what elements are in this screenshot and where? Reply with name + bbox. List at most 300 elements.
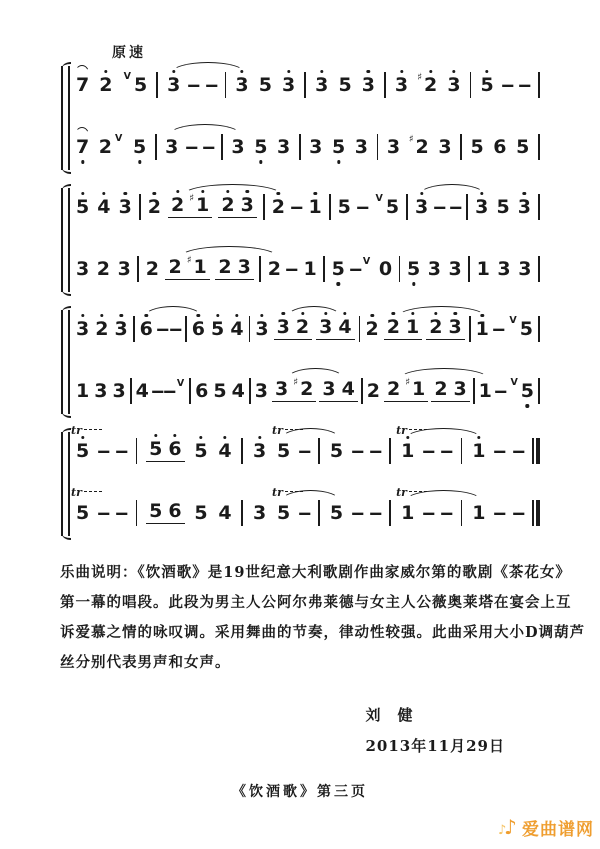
note-token xyxy=(396,423,415,462)
system-brace xyxy=(61,432,70,536)
octave-dot-above xyxy=(199,436,202,439)
note-token xyxy=(217,439,232,462)
note-token xyxy=(479,73,494,96)
slur-arc xyxy=(144,306,202,317)
note-digit: 4 xyxy=(231,379,245,402)
barline xyxy=(389,438,391,464)
note-digit: 4 xyxy=(135,379,149,402)
note-token xyxy=(281,73,296,96)
sharp-icon: ♯ xyxy=(405,376,411,388)
note-digit: 3 xyxy=(448,257,462,280)
note-digit: 5 xyxy=(496,195,510,218)
note-digit: 4 xyxy=(218,501,232,524)
slur-arc xyxy=(183,184,282,195)
duration-dash: – xyxy=(155,318,170,340)
note-digit: 6 xyxy=(191,320,206,339)
tie-arc xyxy=(75,65,89,73)
note-digit: 2 xyxy=(366,379,380,402)
beamed-group xyxy=(165,254,209,280)
beamed-group xyxy=(384,318,422,340)
note-digit: 3 xyxy=(448,318,463,337)
note-token xyxy=(331,257,346,280)
note-digit: 1 xyxy=(478,379,492,402)
note-digit: 5 xyxy=(338,73,352,96)
note-token xyxy=(474,195,489,218)
note-digit: 6 xyxy=(167,440,182,459)
dash-token xyxy=(492,440,508,462)
note-digit: 5 xyxy=(479,76,494,95)
octave-dot-above xyxy=(235,314,238,317)
beamed-group xyxy=(215,258,253,280)
barline xyxy=(304,72,306,98)
note-digit: 3 xyxy=(517,198,532,217)
note-token xyxy=(98,133,125,158)
voice-row-upper xyxy=(75,192,540,222)
note-token xyxy=(145,257,160,280)
barline xyxy=(384,72,386,98)
note-token xyxy=(329,501,344,524)
staff-system xyxy=(71,423,540,528)
note-digit: 5 xyxy=(520,382,535,401)
note-digit: 5 xyxy=(210,320,225,339)
octave-dot-above xyxy=(100,314,103,317)
note-token xyxy=(471,439,486,462)
slur-arc xyxy=(405,428,482,439)
sharp-icon: ♯ xyxy=(417,72,423,83)
note-digit: 3 xyxy=(394,76,409,95)
note-digit: 2 xyxy=(168,256,182,278)
barline xyxy=(130,378,132,404)
duration-dash: – xyxy=(439,440,455,462)
breath-mark-icon: V xyxy=(176,377,185,389)
note-token xyxy=(446,73,461,96)
note-token xyxy=(386,380,401,399)
octave-dot-above xyxy=(343,312,346,315)
note-token xyxy=(366,379,381,402)
dash-token xyxy=(96,502,111,524)
note-digit: 3 xyxy=(166,76,181,95)
note-token xyxy=(272,423,291,462)
barline xyxy=(538,134,540,160)
octave-dot-below xyxy=(412,282,415,285)
note-digit: 1 xyxy=(401,501,415,524)
note-token xyxy=(112,379,127,402)
note-digit: 2 xyxy=(218,256,232,278)
note-token xyxy=(98,73,113,96)
duration-dash: – xyxy=(289,196,304,218)
tie-arc xyxy=(75,127,89,135)
note-token xyxy=(495,195,510,218)
octave-dot-above xyxy=(81,314,84,317)
duration-dash: – xyxy=(201,136,216,158)
barline xyxy=(361,378,363,404)
note-digit: 1 xyxy=(303,257,317,280)
octave-dot-above xyxy=(176,190,179,193)
note-digit: 4 xyxy=(337,318,352,337)
note-digit: 5 xyxy=(277,501,291,524)
song-description xyxy=(60,558,586,678)
description-line: 第一幕的唱段。此段为男主人公阿尔弗莱德与女主人公薇奥莱塔在宴会上互 xyxy=(60,594,572,611)
note-digit: 3 xyxy=(276,135,291,158)
barline xyxy=(225,72,227,98)
note-token xyxy=(193,501,208,524)
slur-arc xyxy=(169,124,241,135)
note-token xyxy=(147,195,162,218)
note-digit: 4 xyxy=(341,378,355,400)
barline xyxy=(299,134,301,160)
note-digit: 5 xyxy=(253,138,268,157)
octave-dot-above xyxy=(102,192,105,195)
note-token xyxy=(331,135,346,158)
duration-dash: – xyxy=(114,440,130,462)
barline xyxy=(137,256,139,282)
note-digit: 3 xyxy=(118,198,133,217)
duration-dash: – xyxy=(96,502,111,524)
note-digit: 6 xyxy=(139,320,154,339)
note-digit: 2 xyxy=(423,76,438,95)
duration-dash: – xyxy=(368,440,384,462)
dash-token xyxy=(368,502,384,524)
trill-icon: tr xyxy=(272,423,283,437)
beamed-group xyxy=(431,380,469,402)
note-token xyxy=(170,196,185,215)
system-brace xyxy=(61,310,70,414)
dash-token xyxy=(432,196,448,218)
barline xyxy=(389,500,391,526)
note-token xyxy=(276,135,291,158)
note-token xyxy=(448,257,463,280)
note-digit: 3 xyxy=(474,198,489,217)
note-digit: 6 xyxy=(195,379,209,402)
note-token xyxy=(194,379,209,402)
dash-token xyxy=(297,502,312,524)
octave-dot-above xyxy=(367,70,370,73)
beamed-group xyxy=(218,196,256,218)
note-digit: 2 xyxy=(170,196,185,215)
note-token xyxy=(234,73,249,96)
breath-mark-icon: V xyxy=(510,377,518,389)
barline xyxy=(156,72,158,98)
dash-token xyxy=(355,196,370,218)
slur-arc xyxy=(171,62,245,73)
note-token xyxy=(318,318,333,337)
note-token xyxy=(405,376,426,400)
note-token xyxy=(337,73,352,96)
duration-dash: – xyxy=(150,380,165,402)
note-token xyxy=(361,73,376,96)
note-token xyxy=(132,135,147,158)
note-token xyxy=(240,196,255,215)
note-token xyxy=(212,379,227,402)
dash-token xyxy=(155,318,170,340)
barline xyxy=(249,378,251,404)
dash-token xyxy=(201,136,216,158)
page-footer: 《饮酒歌》第三页 xyxy=(232,784,368,800)
dash-token xyxy=(96,440,111,462)
barline xyxy=(259,256,261,282)
note-token xyxy=(448,318,463,337)
note-digit: 1 xyxy=(476,257,490,280)
note-token xyxy=(427,257,442,280)
note-token xyxy=(231,379,246,402)
dash-token xyxy=(297,440,312,462)
note-digit: 4 xyxy=(229,320,244,339)
note-digit: 5 xyxy=(258,73,272,96)
barline xyxy=(470,72,472,98)
octave-dot-below xyxy=(526,404,529,407)
beamed-group xyxy=(146,440,184,462)
note-digit: 5 xyxy=(331,260,346,279)
note-token xyxy=(396,485,415,524)
music-note-glyph: ♪ xyxy=(504,814,517,839)
octave-dot-above xyxy=(104,70,107,73)
note-token xyxy=(406,257,421,280)
duration-dash: – xyxy=(349,258,364,280)
note-token xyxy=(135,379,150,402)
note-token xyxy=(303,257,318,280)
dash-token xyxy=(492,502,508,524)
beamed-group xyxy=(426,318,464,340)
note-digit: 3 xyxy=(318,318,333,337)
beamed-group xyxy=(168,192,212,218)
voice-row-upper xyxy=(75,70,540,100)
note-token xyxy=(517,257,532,280)
note-digit: 3 xyxy=(276,318,291,337)
note-digit: 3 xyxy=(361,76,376,95)
note-token xyxy=(167,258,182,277)
note-token xyxy=(308,135,323,158)
note-token xyxy=(148,440,163,459)
octave-dot-above xyxy=(119,314,122,317)
octave-dot-above xyxy=(429,70,432,73)
site-watermark[interactable] xyxy=(498,815,594,840)
note-digit: 3 xyxy=(75,320,90,339)
octave-dot-above xyxy=(81,192,84,195)
note-token xyxy=(337,195,352,218)
trill-icon: tr xyxy=(396,485,407,499)
note-digit: 2 xyxy=(386,378,401,400)
note-digit: 1 xyxy=(405,318,420,337)
dash-token xyxy=(517,74,533,96)
octave-dot-above xyxy=(313,192,316,195)
trill-icon: tr xyxy=(272,485,283,499)
slur-arc xyxy=(287,306,341,317)
barline xyxy=(155,134,157,160)
final-barline-thick xyxy=(536,438,540,464)
barline xyxy=(538,256,540,282)
note-token xyxy=(117,257,132,280)
note-digit: 2 xyxy=(220,196,235,215)
note-digit: 3 xyxy=(231,135,245,158)
barline xyxy=(329,194,331,220)
note-digit: 5 xyxy=(149,500,163,522)
note-digit: 4 xyxy=(96,198,111,217)
octave-dot-below xyxy=(81,160,84,163)
note-digit: 3 xyxy=(281,76,296,95)
barline xyxy=(323,256,325,282)
note-token xyxy=(271,195,286,218)
note-token xyxy=(75,317,90,340)
duration-dash: – xyxy=(517,74,533,96)
note-token xyxy=(337,318,352,337)
note-token xyxy=(189,192,210,216)
system-brace xyxy=(61,188,70,292)
beamed-group xyxy=(384,376,428,402)
note-digit: 2 xyxy=(428,318,443,337)
note-token xyxy=(314,73,329,96)
note-token xyxy=(75,379,90,402)
note-token xyxy=(394,73,409,96)
dash-token xyxy=(169,318,184,340)
note-token xyxy=(414,195,429,218)
note-digit: 3 xyxy=(76,257,90,280)
note-token xyxy=(507,315,534,340)
dash-token xyxy=(204,74,219,96)
note-token xyxy=(408,134,430,158)
dash-token xyxy=(493,380,508,402)
final-barline xyxy=(532,500,540,526)
note-token xyxy=(496,257,511,280)
sharp-icon: ♯ xyxy=(293,376,299,388)
barline xyxy=(399,256,401,282)
final-barline xyxy=(532,438,540,464)
note-digit: 3 xyxy=(354,135,368,158)
note-digit: 2 xyxy=(147,198,162,217)
duration-dash: – xyxy=(448,196,463,218)
octave-dot-above xyxy=(123,192,126,195)
slur-arc xyxy=(405,490,482,501)
trill-wavy-line xyxy=(84,429,102,430)
note-digit: 1 xyxy=(471,442,486,461)
note-token xyxy=(508,377,535,402)
date: 2013年11月29日 xyxy=(365,737,505,755)
note-digit: 5 xyxy=(76,501,90,524)
note-digit: 3 xyxy=(314,76,329,95)
note-digit: 2 xyxy=(145,257,159,280)
dash-token xyxy=(511,502,526,524)
note-digit: 5 xyxy=(406,260,421,279)
slur-arc xyxy=(287,368,343,379)
note-digit: 3 xyxy=(386,135,401,158)
note-token xyxy=(220,196,235,215)
beamed-group xyxy=(316,318,354,340)
octave-dot-below xyxy=(259,160,262,163)
note-token xyxy=(386,135,401,158)
note-digit: 5 xyxy=(470,135,484,158)
octave-dot-above xyxy=(392,312,395,315)
octave-dot-below xyxy=(138,160,141,163)
note-token xyxy=(492,135,507,158)
duration-dash: – xyxy=(421,502,436,524)
description-line: 诉爱慕之情的咏叹调。采用舞曲的节奏，律动性较强。此曲采用大小D调葫芦 xyxy=(60,624,586,641)
duration-dash: – xyxy=(184,136,199,158)
note-digit: 5 xyxy=(331,138,346,157)
duration-dash: – xyxy=(114,502,130,524)
note-token xyxy=(193,439,208,462)
note-digit: 5 xyxy=(133,73,148,96)
note-digit: 1 xyxy=(412,378,426,400)
dash-token xyxy=(289,196,304,218)
note-token xyxy=(96,195,111,218)
note-token xyxy=(293,376,314,400)
dash-token xyxy=(187,74,202,96)
note-digit: 5 xyxy=(148,440,163,459)
barline xyxy=(318,500,320,526)
octave-dot-above xyxy=(260,314,263,317)
barline xyxy=(359,316,361,342)
note-digit: 2 xyxy=(295,318,310,337)
note-digit: 3 xyxy=(446,76,461,95)
voice-row-lower xyxy=(71,485,540,528)
note-digit: 1 xyxy=(195,196,210,215)
score-systems xyxy=(71,70,540,528)
barline xyxy=(133,316,135,342)
breath-mark-icon: V xyxy=(375,193,383,205)
duration-dash: – xyxy=(187,74,202,96)
dash-token xyxy=(349,255,372,280)
note-token xyxy=(272,485,291,524)
octave-dot-above xyxy=(282,312,285,315)
note-digit: 3 xyxy=(427,257,441,280)
arranger-name: 刘 健 xyxy=(365,706,414,724)
note-digit: 5 xyxy=(385,195,400,218)
slur-arc xyxy=(399,368,489,379)
dash-token xyxy=(368,440,384,462)
beamed-group xyxy=(146,502,184,524)
note-token xyxy=(252,439,267,462)
note-digit: 5 xyxy=(337,195,351,218)
note-token xyxy=(254,317,269,340)
duration-dash: – xyxy=(350,440,365,462)
note-token xyxy=(139,317,154,340)
octave-dot-above xyxy=(258,436,261,439)
duration-dash: – xyxy=(285,258,300,280)
octave-dot-above xyxy=(320,70,323,73)
barline xyxy=(461,500,463,526)
staff-system xyxy=(75,70,540,162)
note-digit: 3 xyxy=(275,378,289,400)
final-barline-thin xyxy=(532,500,534,526)
note-digit: 5 xyxy=(75,442,90,461)
dash-token xyxy=(491,318,506,340)
octave-dot-above xyxy=(216,314,219,317)
note-digit: 5 xyxy=(516,135,530,158)
barline xyxy=(461,438,463,464)
note-digit: 1 xyxy=(472,501,486,524)
sharp-icon: ♯ xyxy=(408,134,414,145)
note-token xyxy=(75,135,90,158)
note-digit: 1 xyxy=(400,442,415,461)
dash-token xyxy=(439,440,455,462)
final-barline-thick xyxy=(536,500,540,526)
note-digit: 2 xyxy=(415,135,429,158)
barline xyxy=(466,194,468,220)
note-token xyxy=(71,423,90,462)
voice-row-upper xyxy=(71,423,540,466)
note-digit: 2 xyxy=(271,198,286,217)
voice-row-lower xyxy=(75,132,540,162)
description-line: 乐曲说明：《饮酒歌》是19世纪意大利歌剧作曲家威尔第的歌剧《茶花女》 xyxy=(60,564,571,581)
duration-dash: – xyxy=(163,380,178,402)
note-digit: 2 xyxy=(267,257,281,280)
dash-token xyxy=(421,440,436,462)
beamed-group xyxy=(272,376,316,402)
duration-dash: – xyxy=(492,440,508,462)
note-token xyxy=(453,380,468,399)
note-token xyxy=(386,318,401,337)
octave-dot-above xyxy=(370,314,373,317)
note-digit: 3 xyxy=(112,379,126,402)
